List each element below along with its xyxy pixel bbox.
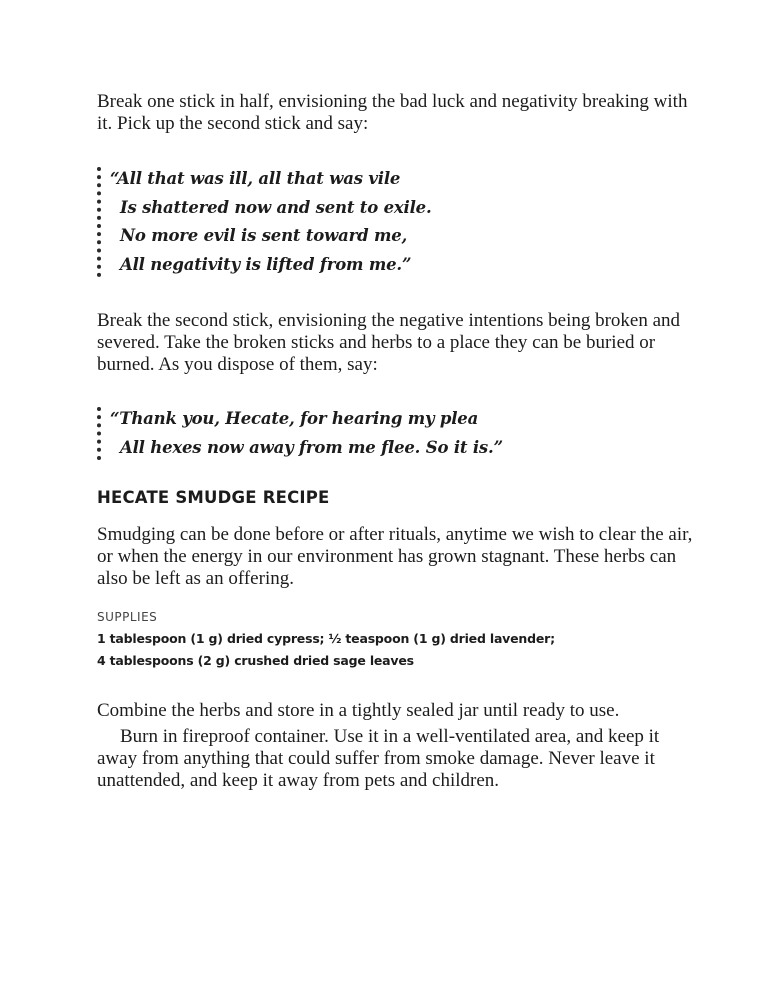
dotted-rule [97, 167, 101, 277]
recipe-heading: HECATE SMUDGE RECIPE [97, 488, 330, 507]
supplies-label: SUPPLIES [97, 610, 158, 624]
supplies-line: 1 tablespoon (1 g) dried cypress; ½ teaspoon (1 g) dried lavender; [97, 631, 555, 646]
recipe-description: Smudging can be done before or after rituals, anytime we wish to clear the air, or when the energy in our environment has grown stagnant. These herbs can also be left as an offering. [97, 524, 693, 589]
chant-line: “Thank you, Hecate, for hearing my plea [110, 409, 479, 428]
chant-block-two [97, 405, 657, 462]
chant-line: All hexes now away from me flee. So it is.” [120, 437, 503, 457]
chant-line: No more evil is sent toward me, [120, 226, 408, 245]
chant-line: All negativity is lifted from me.” [120, 254, 412, 274]
instruction-paragraph: Combine the herbs and store in a tightly sealed jar until ready to use. [97, 700, 620, 721]
chant-line: “All that was ill, all that was vile [110, 169, 401, 188]
chant-block-one [97, 165, 657, 279]
instruction-paragraph: Burn in fireproof container. Use it in a well-ventilated area, and keep it away from anything that could suffer from smoke damage. Never leave it unattended, and keep it away from pets and children. [97, 726, 660, 791]
dotted-rule [97, 407, 101, 460]
intro-paragraph: Break one stick in half, envisioning the bad luck and negativity breaking with it. Pick up the second stick and say: [97, 91, 688, 134]
supplies-line: 4 tablespoons (2 g) crushed dried sage leaves [97, 653, 414, 668]
second-paragraph: Break the second stick, envisioning the negative intentions being broken and severed. Take the broken sticks and herbs to a place they can be buried or burned. As you dispose of them, say: [97, 310, 681, 375]
chant-line: Is shattered now and sent to exile. [120, 197, 432, 217]
